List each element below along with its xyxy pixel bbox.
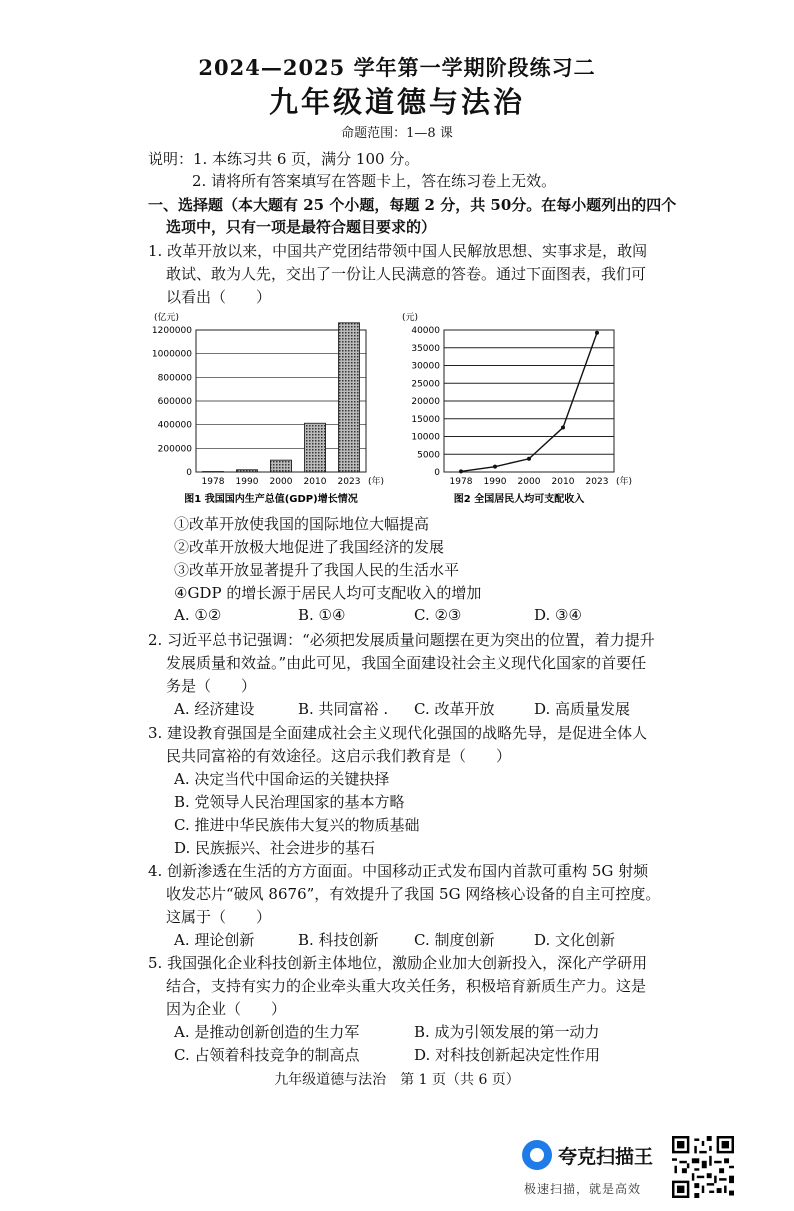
qr-code-icon bbox=[672, 1136, 734, 1198]
y-tick-label: 30000 bbox=[411, 361, 440, 372]
q4-option-d[interactable]: D. 文化创新 bbox=[534, 931, 616, 949]
point-1978 bbox=[459, 469, 463, 473]
q5-stem-2: 结合，支持有实力的企业牵头重大攻关任务，积极培育新质生产力。这是 bbox=[166, 977, 647, 995]
point-2010 bbox=[561, 426, 565, 430]
q1-option-d[interactable]: D. ③④ bbox=[534, 606, 582, 624]
y-tick-label: 25000 bbox=[411, 379, 440, 390]
x-tick-label: 2000 bbox=[269, 477, 293, 487]
q1-statement-1: ①改革开放使我国的国际地位大幅提高 bbox=[174, 515, 430, 533]
q3-option-b[interactable]: B. 党领导人民治理国家的基本方略 bbox=[174, 793, 405, 811]
x-unit-label: (年) bbox=[616, 477, 633, 487]
y-tick-label: 5000 bbox=[417, 450, 440, 461]
bar-1990 bbox=[236, 470, 257, 472]
y-tick-label: 600000 bbox=[157, 397, 192, 407]
q1-option-c[interactable]: C. ②③ bbox=[414, 606, 462, 624]
scanner-brand: 夸克扫描王 bbox=[558, 1146, 654, 1168]
point-1990 bbox=[493, 465, 497, 469]
y-tick-label: 800000 bbox=[157, 373, 192, 384]
q5-stem-1: 5. 我国强化企业科技创新主体地位，激励企业加大创新投入，深化产学研用 bbox=[148, 954, 648, 972]
q2-option-a[interactable]: A. 经济建设 bbox=[174, 700, 255, 718]
q4-stem-2: 收发芯片“破风 8676”，有效提升了我国 5G 网络核心设备的自主可控度。 bbox=[166, 885, 661, 903]
q2-stem-3: 务是（ ） bbox=[166, 677, 257, 695]
income-series-line bbox=[461, 333, 597, 472]
chart-unit-label: (亿元) bbox=[154, 313, 180, 323]
chart-caption: 图1 我国国内生产总值(GDP)增长情况 bbox=[184, 494, 358, 505]
x-tick-label: 2010 bbox=[551, 477, 575, 487]
section-heading-cont: 选项中，只有一项是最符合题目要求的） bbox=[166, 218, 437, 236]
q1-statement-3: ③改革开放显著提升了我国人民的生活水平 bbox=[174, 561, 460, 579]
q1-stem-3: 以看出（ ） bbox=[166, 288, 272, 306]
scanner-slogan: 极速扫描，就是高效 bbox=[524, 1182, 642, 1196]
x-tick-label: 1978 bbox=[449, 477, 473, 487]
scope-text: 命题范围：1—8 课 bbox=[341, 126, 453, 141]
q4-option-c[interactable]: C. 制度创新 bbox=[414, 931, 495, 949]
q2-option-d[interactable]: D. 高质量发展 bbox=[534, 700, 631, 718]
y-tick-label: 200000 bbox=[157, 444, 192, 455]
q2-option-c[interactable]: C. 改革开放 bbox=[414, 700, 495, 718]
x-tick-label: 2023 bbox=[337, 477, 361, 487]
y-tick-label: 40000 bbox=[411, 326, 440, 336]
x-tick-label: 1978 bbox=[201, 477, 225, 487]
q1-statement-4: ④GDP 的增长源于居民人均可支配收入的增加 bbox=[174, 584, 482, 602]
instruction-line-2: 2. 请将所有答案填写在答题卡上，答在练习卷上无效。 bbox=[192, 172, 557, 190]
q5-option-c[interactable]: C. 占领着科技竞争的制高点 bbox=[174, 1046, 360, 1064]
chart-caption: 图2 全国居民人均可支配收入 bbox=[453, 494, 585, 505]
q1-option-b[interactable]: B. ①④ bbox=[298, 606, 346, 624]
q1-stem-2: 敢试、敢为人先，交出了一份让人民满意的答卷。通过下面图表，我们可 bbox=[166, 265, 647, 283]
x-tick-label: 2000 bbox=[517, 477, 541, 487]
q2-stem-1: 2. 习近平总书记强调：“必须把发展质量问题摆在更为突出的位置，着力提升 bbox=[148, 631, 655, 649]
q5-stem-3: 因为企业（ ） bbox=[166, 1000, 287, 1018]
q1-statement-2: ②改革开放极大地促进了我国经济的发展 bbox=[174, 538, 445, 556]
y-tick-label: 0 bbox=[186, 468, 192, 478]
section-heading: 一、选择题（本大题有 25 个小题，每题 2 分，共 50分。在每小题列出的四个 bbox=[148, 196, 677, 214]
bar-2000 bbox=[270, 460, 291, 472]
subject-title: 九年级道德与法治 bbox=[268, 85, 525, 119]
exam-period-title: 2024—2025 学年第一学期阶段练习二 bbox=[198, 55, 596, 80]
x-tick-label: 1990 bbox=[235, 477, 259, 487]
chart-unit-label: (元) bbox=[402, 313, 419, 323]
x-tick-label: 2010 bbox=[303, 477, 327, 487]
point-2000 bbox=[527, 457, 531, 461]
q3-option-d[interactable]: D. 民族振兴、社会进步的基石 bbox=[174, 839, 376, 857]
instruction-line-1: 说明：1. 本练习共 6 页，满分 100 分。 bbox=[148, 150, 420, 168]
page-footer: 九年级道德与法治 第 1 页（共 6 页） bbox=[274, 1072, 520, 1088]
q4-stem-1: 4. 创新渗透在生活的方方面面。中国移动正式发布国内首款可重构 5G 射频 bbox=[148, 862, 649, 880]
q4-option-a[interactable]: A. 理论创新 bbox=[174, 931, 255, 949]
y-tick-label: 35000 bbox=[411, 343, 440, 354]
q4-stem-3: 这属于（ ） bbox=[166, 908, 272, 926]
x-tick-label: 1990 bbox=[483, 477, 507, 487]
q1-stem-1: 1. 改革开放以来，中国共产党团结带领中国人民解放思想、实事求是，敢闯 bbox=[148, 242, 648, 260]
quark-logo-icon bbox=[522, 1140, 552, 1170]
y-tick-label: 15000 bbox=[411, 414, 440, 425]
q5-option-b[interactable]: B. 成为引领发展的第一动力 bbox=[414, 1023, 600, 1041]
q4-option-b[interactable]: B. 科技创新 bbox=[298, 931, 379, 949]
y-tick-label: 20000 bbox=[411, 397, 440, 407]
q2-stem-2: 发展质量和效益。”由此可见，我国全面建设社会主义现代化国家的首要任 bbox=[166, 654, 647, 672]
q3-stem-2: 民共同富裕的有效途径。这启示我们教育是（ ） bbox=[166, 747, 512, 765]
income-line-chart bbox=[398, 308, 644, 508]
y-tick-label: 1000000 bbox=[151, 349, 192, 360]
q3-option-a[interactable]: A. 决定当代中国命运的关键抉择 bbox=[174, 770, 390, 788]
point-2023 bbox=[595, 331, 599, 335]
q5-option-a[interactable]: A. 是推动创新创造的生力军 bbox=[174, 1023, 360, 1041]
q1-option-a[interactable]: A. ①② bbox=[174, 606, 222, 624]
bar-2010 bbox=[304, 423, 325, 472]
bar-2023 bbox=[338, 323, 359, 472]
x-tick-label: 2023 bbox=[585, 477, 609, 487]
x-unit-label: (年) bbox=[368, 477, 385, 487]
q5-option-d[interactable]: D. 对科技创新起决定性作用 bbox=[414, 1046, 601, 1064]
q2-option-b[interactable]: B. 共同富裕 . bbox=[298, 700, 389, 718]
q3-stem-1: 3. 建设教育强国是全面建成社会主义现代化强国的战略先导，是促进全体人 bbox=[148, 724, 648, 742]
y-tick-label: 0 bbox=[434, 468, 440, 478]
y-tick-label: 1200000 bbox=[151, 326, 192, 336]
y-tick-label: 10000 bbox=[411, 432, 440, 443]
q3-option-c[interactable]: C. 推进中华民族伟大复兴的物质基础 bbox=[174, 816, 420, 834]
y-tick-label: 400000 bbox=[157, 420, 192, 431]
gdp-bar-chart bbox=[150, 308, 396, 508]
